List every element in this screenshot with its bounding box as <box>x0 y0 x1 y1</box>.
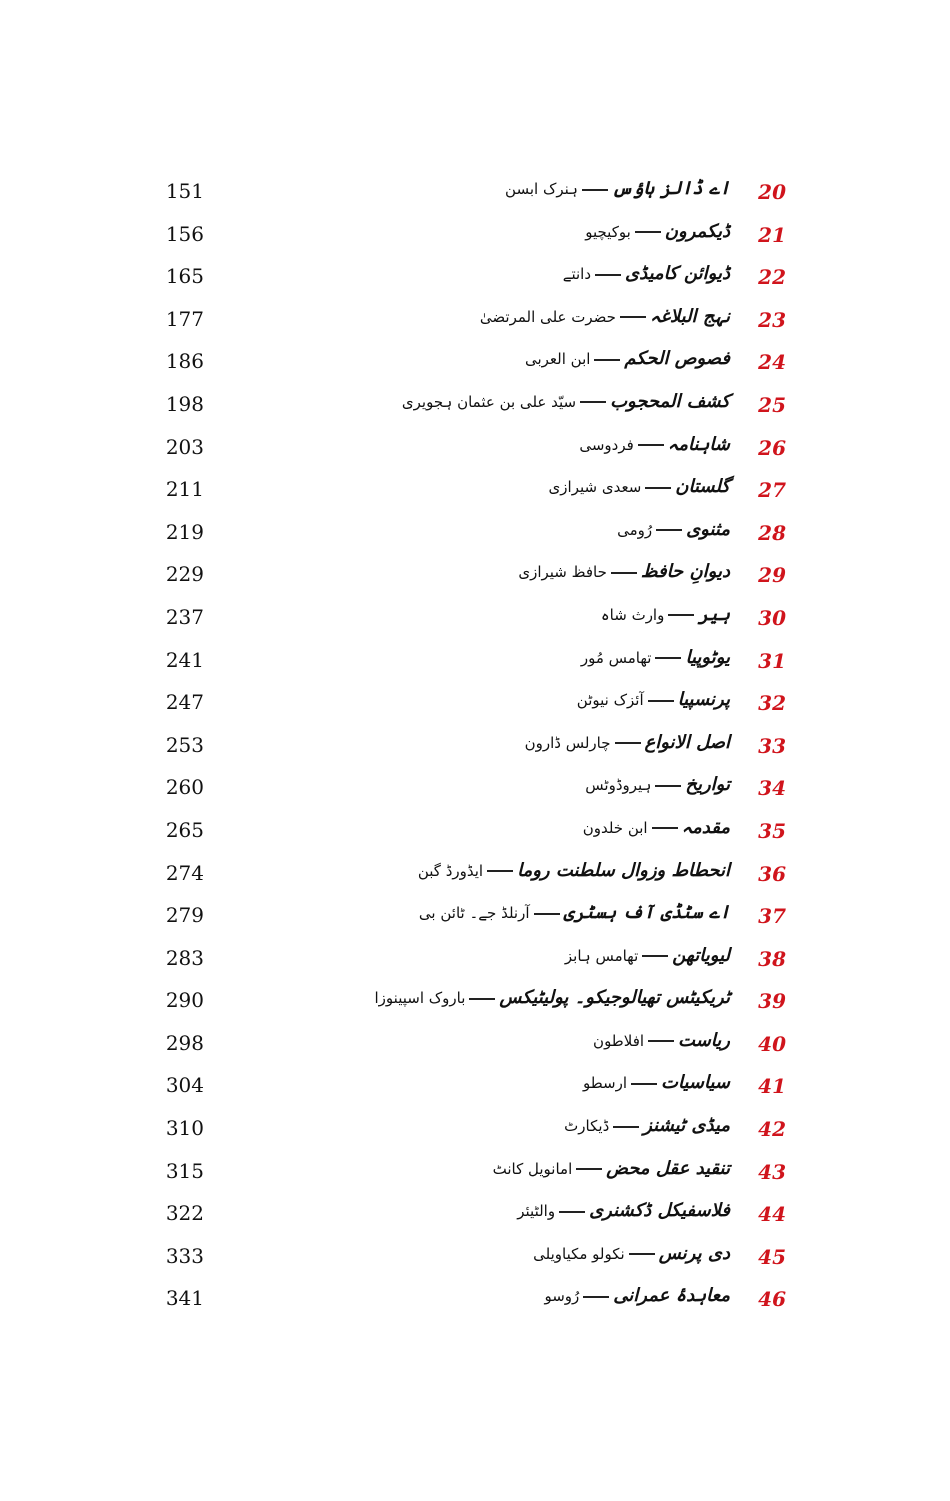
work-title: اے ڈالز ہاؤس <box>611 178 730 199</box>
chapter-title <box>310 689 730 710</box>
dash-separator <box>611 572 637 574</box>
work-title: میڈی ٹیشنز <box>643 1115 730 1137</box>
author-name: ابن خلدون <box>582 818 648 837</box>
author-name: آئزک نیوٹن <box>576 691 644 710</box>
chapter-number: 46 <box>758 1287 786 1312</box>
page-number: 341 <box>165 1286 204 1311</box>
chapter-number: 39 <box>758 989 786 1014</box>
dash-separator <box>668 614 694 616</box>
author-name: نکولو مکیاویلی <box>533 1244 625 1263</box>
toc-entry <box>0 813 950 856</box>
author-name: وارث شاہ <box>600 605 665 624</box>
author-name: ایڈورڈ گبن <box>417 861 484 880</box>
toc-entry <box>0 898 950 941</box>
chapter-number: 31 <box>758 648 786 673</box>
dash-separator <box>615 742 641 744</box>
work-title: کشف المحجوب <box>610 390 730 412</box>
author-name: ارسطو <box>583 1074 628 1093</box>
work-title: تنقید عقل محض <box>606 1157 730 1179</box>
page-number: 298 <box>165 1030 204 1055</box>
author-name: رُومی <box>617 520 653 539</box>
chapter-title <box>310 860 730 881</box>
toc-entry <box>0 728 950 771</box>
page-number: 279 <box>165 903 204 928</box>
page-number: 186 <box>165 349 204 374</box>
chapter-number: 21 <box>758 222 786 247</box>
toc-entry <box>0 217 950 260</box>
work-title: گلستان <box>675 476 730 498</box>
chapter-title <box>310 263 730 284</box>
chapter-number: 36 <box>758 861 786 886</box>
chapter-title <box>310 1072 730 1093</box>
page-number: 165 <box>165 264 204 289</box>
chapter-number: 26 <box>758 435 786 460</box>
dash-separator <box>645 487 671 489</box>
chapter-title <box>310 817 730 838</box>
work-title: پرنسپیا <box>677 689 730 711</box>
page-number: 237 <box>165 604 204 629</box>
author-name: سعدی شیرازی <box>548 478 642 497</box>
chapter-title <box>310 774 730 795</box>
chapter-number: 30 <box>758 605 786 630</box>
work-title: ہیر <box>698 603 730 625</box>
chapter-number: 28 <box>758 520 786 545</box>
page-number: 265 <box>165 817 204 842</box>
chapter-number: 24 <box>758 350 786 375</box>
dash-separator <box>648 1040 674 1042</box>
chapter-number: 37 <box>758 904 786 929</box>
chapter-title <box>310 1030 730 1051</box>
chapter-number: 23 <box>758 307 786 332</box>
chapter-number: 42 <box>758 1117 786 1142</box>
toc-entry <box>0 430 950 473</box>
page-number: 198 <box>165 391 204 416</box>
author-name: ہنرک ابسن <box>505 180 578 198</box>
work-title: معاہدۂ عمرانی <box>613 1285 730 1307</box>
toc-entry <box>0 174 950 217</box>
toc-entry <box>0 1068 950 1111</box>
author-name: ہیروڈوٹس <box>585 776 652 795</box>
work-title: دی پرنس <box>658 1242 730 1264</box>
dash-separator <box>580 401 606 403</box>
work-title: لیویاتھن <box>672 944 730 966</box>
page-number: 219 <box>165 519 204 544</box>
dash-separator <box>487 870 513 872</box>
dash-separator <box>534 913 560 915</box>
toc-entry <box>0 685 950 728</box>
work-title: مقدمہ <box>681 816 730 838</box>
chapter-title <box>310 647 730 668</box>
chapter-title <box>310 178 730 199</box>
page-number: 156 <box>165 221 204 246</box>
chapter-number: 25 <box>758 392 786 417</box>
chapter-number: 27 <box>758 478 786 503</box>
chapter-number: 32 <box>758 691 786 716</box>
toc-entry <box>0 856 950 899</box>
dash-separator <box>656 529 682 531</box>
chapter-title <box>310 561 730 582</box>
author-name: فردوسی <box>579 435 634 454</box>
author-name: امانویل کانٹ <box>492 1159 573 1178</box>
chapter-title <box>310 1243 730 1264</box>
chapter-number: 43 <box>758 1159 786 1184</box>
author-name: سیّد علی بن عثمان ہجویری <box>401 392 577 411</box>
toc-entry <box>0 983 950 1026</box>
toc-entry <box>0 515 950 558</box>
work-title: سیاسیات <box>661 1072 730 1094</box>
toc-entry <box>0 344 950 387</box>
page-number: 322 <box>165 1201 204 1226</box>
toc-entry <box>0 1196 950 1239</box>
chapter-number: 22 <box>758 265 786 290</box>
chapter-number: 44 <box>758 1202 786 1227</box>
dash-separator <box>638 444 664 446</box>
chapter-number: 38 <box>758 946 786 971</box>
author-name: والٹیئر <box>517 1202 556 1221</box>
dash-separator <box>613 1126 639 1128</box>
chapter-number: 20 <box>758 180 786 204</box>
toc-entry <box>0 259 950 302</box>
toc-entry <box>0 643 950 686</box>
work-title: یوٹوپیا <box>685 646 730 668</box>
toc-entry <box>0 302 950 345</box>
chapter-title <box>310 306 730 327</box>
dash-separator <box>620 316 646 318</box>
work-title: اصل الانواع <box>644 731 730 753</box>
work-title: مثنوی <box>686 518 730 540</box>
dash-separator <box>629 1253 655 1255</box>
author-name: آرنلڈ جے۔ ٹائن بی <box>418 904 530 923</box>
page-number: 241 <box>165 647 204 672</box>
chapter-title <box>310 604 730 625</box>
toc-entry <box>0 1111 950 1154</box>
chapter-title <box>310 1115 730 1136</box>
chapter-number: 40 <box>758 1031 786 1056</box>
toc-entry <box>0 941 950 984</box>
page-number: 253 <box>165 732 204 757</box>
page-number: 283 <box>165 945 204 970</box>
work-title: اے سٹڈی آف ہسٹری <box>563 902 730 924</box>
chapter-title <box>310 945 730 966</box>
work-title: فلاسفیکل ڈکشنری <box>589 1200 730 1222</box>
dash-separator <box>582 189 608 191</box>
work-title: شاہنامہ <box>667 433 730 455</box>
author-name: تھامس مُور <box>580 648 652 667</box>
table-of-contents <box>0 174 950 1324</box>
toc-entry <box>0 1026 950 1069</box>
work-title: ڈیوائن کامیڈی <box>625 263 730 285</box>
page-number: 247 <box>165 690 204 715</box>
chapter-number: 34 <box>758 776 786 801</box>
page-number: 274 <box>165 860 204 885</box>
chapter-number: 29 <box>758 563 786 588</box>
page-number: 315 <box>165 1158 204 1183</box>
work-title: فصوص الحکم <box>624 348 730 370</box>
work-title: ٹریکیٹس تھیالوجیکو۔ پولیٹیکس <box>499 987 730 1009</box>
chapter-number: 41 <box>758 1074 786 1099</box>
chapter-number: 33 <box>758 733 786 758</box>
author-name: تھامس ہابز <box>564 946 639 965</box>
toc-entry <box>0 557 950 600</box>
toc-entry <box>0 1239 950 1282</box>
chapter-title <box>310 221 730 242</box>
dash-separator <box>642 955 668 957</box>
work-title: ریاست <box>678 1029 730 1051</box>
author-name: حضرت علی المرتضیٰ <box>479 307 616 326</box>
dash-separator <box>595 274 621 276</box>
chapter-title <box>310 732 730 753</box>
dash-separator <box>655 657 681 659</box>
dash-separator <box>635 231 661 233</box>
author-name: حافظ شیرازی <box>518 563 607 582</box>
chapter-title <box>310 987 730 1008</box>
chapter-title <box>310 476 730 497</box>
author-name: رُوسو <box>544 1287 580 1306</box>
toc-entry <box>0 472 950 515</box>
page-number: 310 <box>165 1116 204 1141</box>
chapter-number: 45 <box>758 1244 786 1269</box>
chapter-title <box>310 348 730 369</box>
work-title: انحطاط وزوال سلطنت روما <box>517 859 730 881</box>
chapter-title <box>310 519 730 540</box>
work-title: دیوانِ حافظ <box>640 561 730 583</box>
chapter-title <box>310 1285 730 1306</box>
author-name: چارلس ڈارون <box>524 733 611 752</box>
page-number: 151 <box>165 179 204 203</box>
dash-separator <box>469 998 495 1000</box>
chapter-title <box>310 391 730 412</box>
work-title: ڈیکمرون <box>664 220 730 242</box>
page-number: 229 <box>165 562 204 587</box>
chapter-title <box>310 1200 730 1221</box>
dash-separator <box>576 1168 602 1170</box>
work-title: نہج البلاغہ <box>649 305 730 327</box>
toc-entry <box>0 1281 950 1324</box>
page-number: 290 <box>165 988 204 1013</box>
toc-entry <box>0 1154 950 1197</box>
dash-separator <box>594 359 620 361</box>
toc-entry <box>0 600 950 643</box>
chapter-title <box>310 434 730 455</box>
author-name: دانتے <box>562 265 592 284</box>
dash-separator <box>655 785 681 787</box>
page-number: 260 <box>165 775 204 800</box>
dash-separator <box>559 1211 585 1213</box>
toc-entry <box>0 770 950 813</box>
author-name: ابن العربی <box>524 350 591 369</box>
chapter-number: 35 <box>758 818 786 843</box>
page-number: 304 <box>165 1073 204 1098</box>
chapter-title <box>310 1158 730 1179</box>
toc-entry <box>0 387 950 430</box>
page-number: 333 <box>165 1243 204 1268</box>
work-title: تواریخ <box>685 774 730 796</box>
dash-separator <box>652 827 678 829</box>
chapter-title <box>310 902 730 923</box>
author-name: باروک اسپینوزا <box>374 989 466 1008</box>
author-name: افلاطون <box>593 1031 645 1050</box>
page-number: 177 <box>165 306 204 331</box>
dash-separator <box>648 700 674 702</box>
page-number: 211 <box>165 477 204 502</box>
author-name: ڈیکارٹ <box>564 1117 610 1136</box>
page-number: 203 <box>165 434 204 459</box>
dash-separator <box>583 1296 609 1298</box>
dash-separator <box>631 1083 657 1085</box>
author-name: بوکیچیو <box>585 222 631 241</box>
